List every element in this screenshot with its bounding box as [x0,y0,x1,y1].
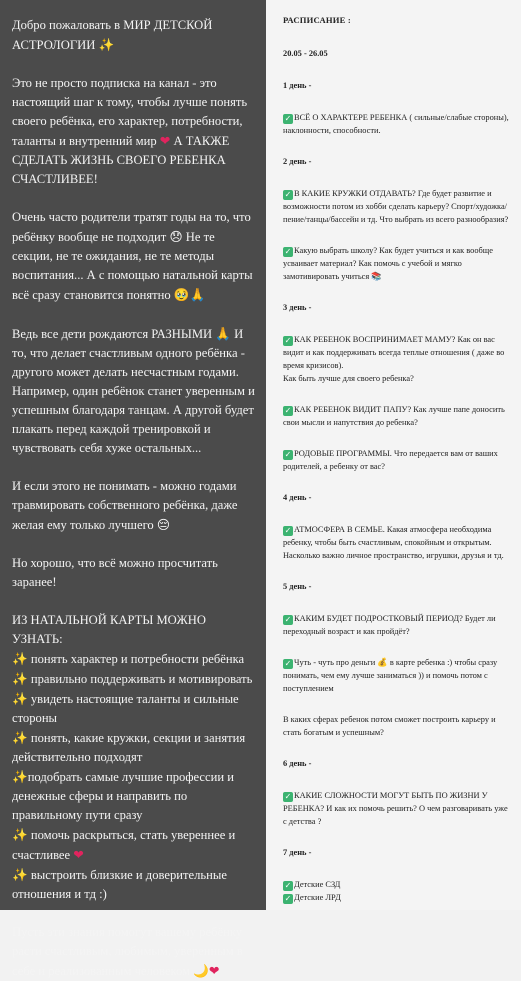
closing-text: Пусть эти знания помогут вашему ребёнку расти счастливым, любимым, уверенным в себе и реализованным человеком [12,925,243,978]
benefit-item [12,669,256,689]
parents-paragraph [12,208,256,305]
day-3-item [283,403,511,429]
day-5-item-text: Чуть - чуть про деньги [294,658,376,667]
day-3-item-text: КАК РЕБЕНОК ВОСПРИНИМАЕТ МАМУ? Как он вас видит и как поддерживать всегда теплые отношения ( даже во время кризисов). [283,335,505,370]
day-3-item-text: РОДОВЫЕ ПРОГРАММЫ. Что передается вам от ваших родителей, а ребенку от вас? [283,449,498,471]
benefit-item [12,649,256,669]
sparkles-icon: ✨ [12,769,28,784]
benefit-item [12,728,256,767]
different-kids-text: Ведь все дети рождаются РАЗНЫМИ [12,327,213,341]
calc-paragraph: Но хорошо, что всё можно просчитать заранее! [12,556,218,589]
day-1-label: 1 день - [283,81,312,90]
books-icon: 📚 [371,271,382,281]
check-mark-icon: ✓ [284,659,292,668]
day-7-label: 7 день - [283,848,312,857]
day-1-item-text: ВСЁ О ХАРАКТЕРЕ РЕБЕНКА ( сильные/слабые стороны), наклонности, способности. [283,113,509,135]
day-7-item [283,891,511,904]
sparkles-icon: ✨ [12,867,28,882]
benefit-text: выстроить близкие и доверительные отношения и тд :) [12,868,227,901]
day-3-item [283,447,511,473]
sad-face-icon: 😞 [169,229,183,244]
trauma-text: И если этого не понимать - можно годами травмировать собственного ребёнка, даже желая ему только лучшего [12,479,238,532]
sparkles-icon: ✨ [12,651,28,666]
day-2-item-text: Какую выбрать школу? Как будет учиться и как вообще усваивает материал? Как помочь с учебой и мягко замотивировать учиться [283,246,493,281]
schedule-panel [266,0,521,910]
day-6-label: 6 день - [283,759,312,768]
check-mark-icon: ✓ [284,526,292,535]
day-6-item-text: КАКИЕ СЛОЖНОСТИ МОГУТ БЫТЬ ПО ЖИЗНИ У РЕБЕНКА? И как их помочь решить? О чем разговаривать уже с детства ? [283,791,508,826]
benefit-item [12,689,256,728]
intro-paragraph [12,74,256,189]
day-3-item-text-2: Как быть лучше для своего ребенка? [283,374,414,383]
benefit-text: увидеть настоящие таланты и сильные стороны [12,692,239,725]
day-5-item-text: КАКИМ БУДЕТ ПОДРОСТКОВЫЙ ПЕРИОД? Будет ли переходный возраст и как пройдёт? [283,614,496,636]
day-7-item [283,878,511,891]
money-bag-icon: 💰 [377,657,388,667]
moon-heart-icon: 🌙❤ [193,963,220,978]
heart-icon: ❤ [73,847,84,862]
schedule-dates: 20.05 - 26.05 [283,49,328,58]
day-3-item [283,333,511,385]
benefit-item [12,865,256,904]
check-mark-icon: ✓ [284,114,292,123]
benefit-item [12,767,256,825]
check-mark-icon: ✓ [284,336,292,345]
day-2-item-text: В КАКИЕ КРУЖКИ ОТДАВАТЬ? Где будет развитие и возможности потом из хобби сделать карьеру? Спорт/художка/пение/танцы/бассейн и тд. Что выбрать из всего разнообразия? [283,189,509,224]
sparkles-icon: ✨ [12,827,28,842]
check-mark-icon: ✓ [284,881,292,890]
day-4-label: 4 день - [283,493,312,502]
benefit-text: подобрать самые лучшие профессии и денежные сферы и направить по правильному пути сразу [12,770,234,822]
check-mark-icon: ✓ [284,406,292,415]
day-7-item-text: Детские ЛРД [294,893,341,902]
schedule-title: РАСПИСАНИЕ : [283,15,351,25]
sparkles-icon: ✨ [12,730,28,745]
day-3-item-text: КАК РЕБЕНОК ВИДИТ ПАПУ? Как лучше папе доносить свои мысли и напутствия до ребенка? [283,405,505,427]
parents-text-2: Не те секции, не те ожидания, не те методы воспитания... А с помощью натальной карты всё сразу становится понятно [12,230,253,302]
different-kids-paragraph [12,324,256,458]
intro-text-caps: А ТАКЖЕ СДЕЛАТЬ ЖИЗНЬ СВОЕГО РЕБЕНКА СЧАСТЛИВЕЕ! [12,134,230,186]
welcome-heading [12,16,256,55]
pensive-face-icon: 😔 [156,517,171,532]
heart-icon: ❤ [159,133,171,148]
day-5-item: В каких сферах ребенок потом сможет построить карьеру и стать богатым и успешным? [283,715,496,737]
sparkles-icon: ✨ [12,691,28,706]
day-4-item-text: АТМОСФЕРА В СЕМЬЕ. Какая атмосфера необходима ребенку, чтобы быть счастливым, спокойным и открытым. Насколько важно личное пространство, игрушки, друзья и тд. [283,525,504,560]
parents-text: Очень часто родители тратят годы на то, что ребёнку вообще не подходит [12,210,251,244]
day-3-label: 3 день - [283,303,312,312]
different-kids-text-2: И то, что делает счастливым одного ребёнка - другого может делать несчастным годами. Например, один ребёнок станет уверенным и успешным благодаря танцам. А другой будет плакать перед каждой тренировкой и чувствовать себя хуже остальных... [12,327,255,455]
check-mark-icon: ✓ [284,190,292,199]
sparkles-icon: ✨ [12,671,28,686]
benefit-text: правильно поддерживать и мотивировать [30,672,253,686]
day-5-item [283,612,511,638]
benefit-item [12,825,256,865]
day-2-item [283,244,511,283]
check-mark-icon: ✓ [284,894,292,903]
benefits-list [12,611,256,904]
closing-paragraph [12,923,256,981]
day-1-item [283,111,511,137]
benefit-text: понять характер и потребности ребёнка [30,652,245,666]
trauma-paragraph [12,477,256,535]
day-4-item [283,523,511,562]
day-5-item-text-2: в карте ребенка :) чтобы сразу понимать, чем ему лучше заниматься )) и помочь потом с поступлением [283,658,498,693]
benefit-text: помочь раскрыться, стать увереннее и счастливее [12,828,236,862]
day-6-item [283,789,511,828]
benefit-text: понять, какие кружки, секции и занятия действительно подходят [12,731,246,764]
pleading-pray-icon: 🥹🙏 [173,287,206,302]
day-2-item [283,187,511,226]
pray-icon: 🙏 [215,326,231,341]
sparkles-icon: ✨ [98,37,115,52]
check-mark-icon: ✓ [284,450,292,459]
check-mark-icon: ✓ [284,615,292,624]
benefits-title: ИЗ НАТАЛЬНОЙ КАРТЫ МОЖНО УЗНАТЬ: [12,613,206,646]
check-mark-icon: ✓ [284,247,292,256]
day-7-item-text: Детские СЗД [294,880,341,889]
day-5-label: 5 день - [283,582,312,591]
day-5-item [283,656,511,695]
welcome-heading-text: Добро пожаловать в МИР ДЕТСКОЙ АСТРОЛОГИИ [12,18,213,52]
intro-text: Это не просто подписка на канал - это настоящий шаг к тому, чтобы лучше понять своего ребёнка, его характер, потребности, таланты и внутренний мир [12,76,248,148]
day-2-label: 2 день - [283,157,312,166]
check-mark-icon: ✓ [284,792,292,801]
